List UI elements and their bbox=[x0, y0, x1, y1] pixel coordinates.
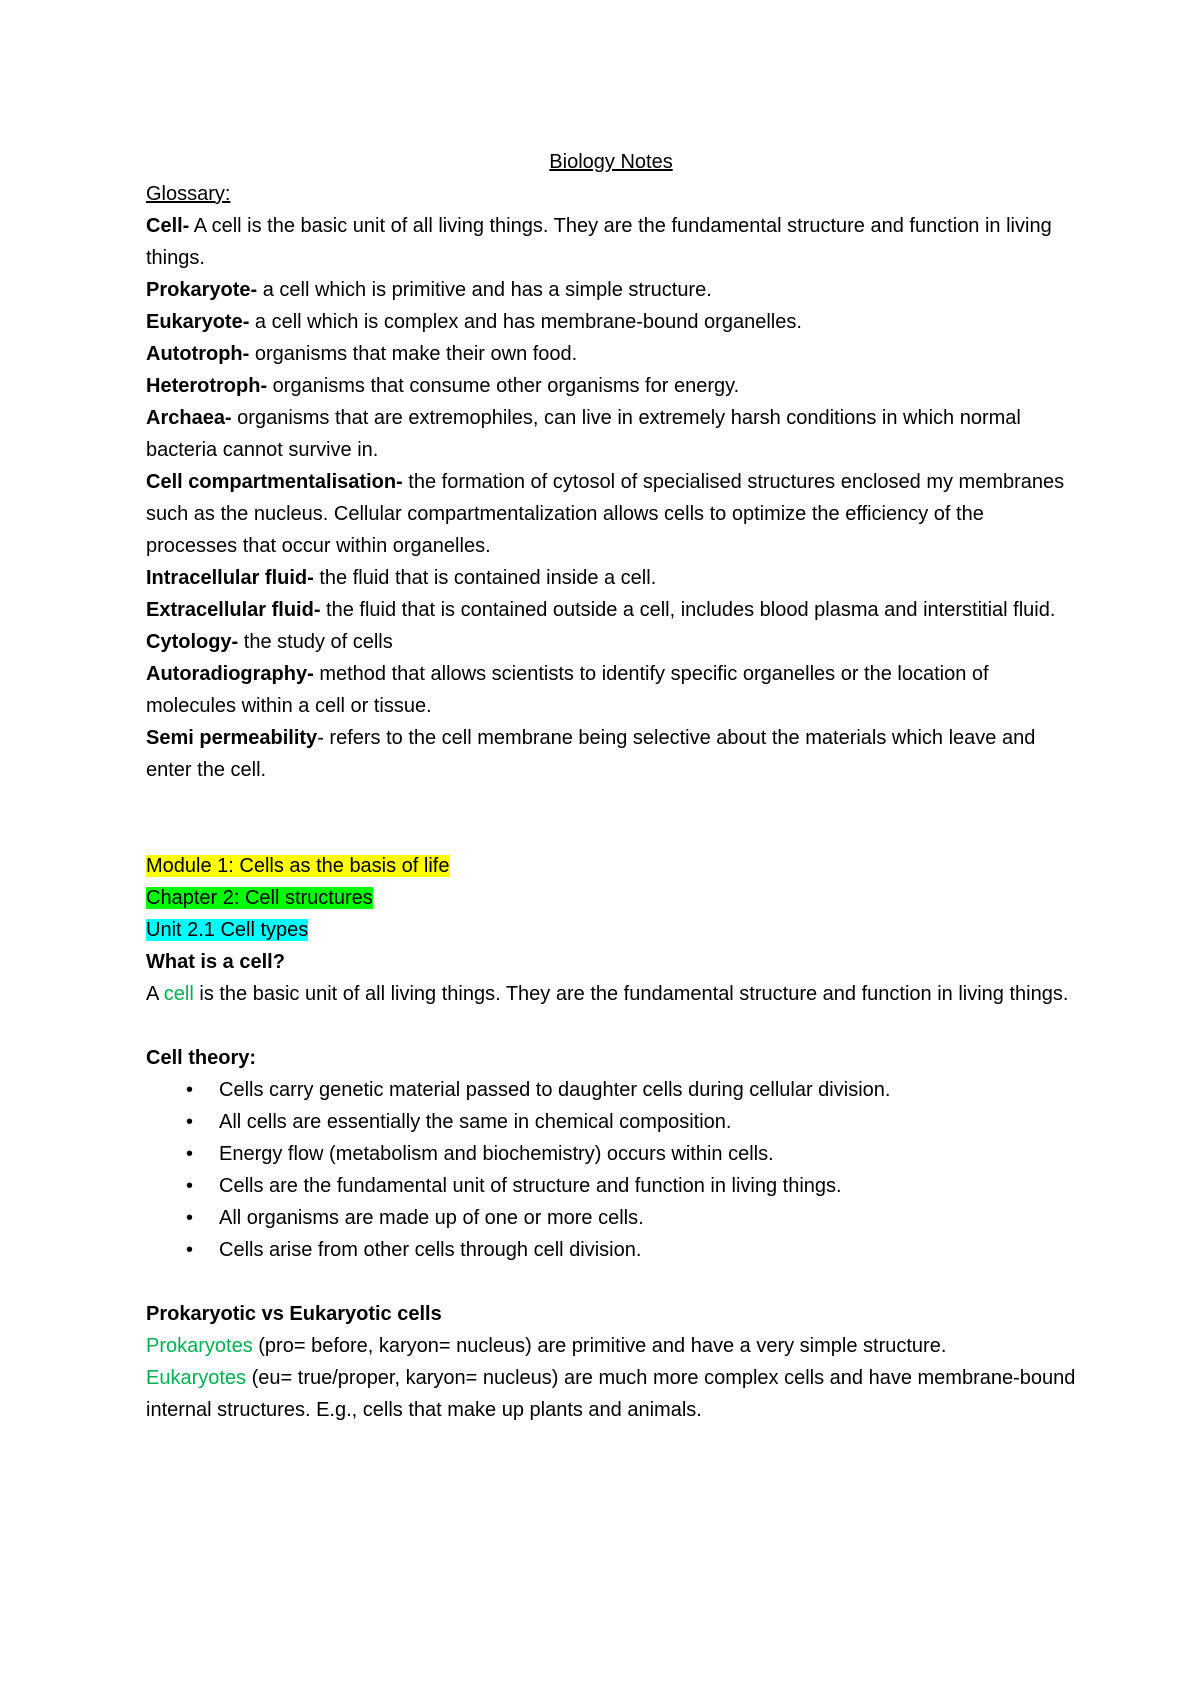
glossary-entry bbox=[146, 626, 1076, 658]
glossary-term: Prokaryote- bbox=[146, 279, 258, 301]
glossary-heading: Glossary: bbox=[146, 183, 231, 205]
eukaryotes-paragraph bbox=[146, 1362, 1076, 1426]
page-title: Biology Notes bbox=[549, 151, 673, 173]
prokaryotes-paragraph bbox=[146, 1330, 1076, 1362]
list-item-text: Energy flow (metabolism and biochemistry) occurs within cells. bbox=[219, 1143, 774, 1165]
glossary-term: Extracellular fluid- bbox=[146, 599, 321, 621]
glossary-term: Eukaryote- bbox=[146, 311, 250, 333]
unit-heading: Unit 2.1 Cell types bbox=[146, 919, 309, 941]
document-page bbox=[146, 146, 1076, 1426]
glossary-entry bbox=[146, 402, 1076, 466]
glossary-definition: a cell which is primitive and has a simple structure. bbox=[257, 279, 712, 301]
glossary-entry bbox=[146, 338, 1076, 370]
keyword-cell: cell bbox=[163, 983, 194, 1005]
list-item bbox=[146, 1202, 1076, 1234]
module-heading: Module 1: Cells as the basis of life bbox=[146, 855, 450, 877]
glossary-definition: the fluid that is contained inside a cell. bbox=[313, 567, 657, 589]
glossary-term: Cytology- bbox=[146, 631, 239, 653]
glossary-term: Intracellular fluid- bbox=[146, 567, 314, 589]
list-item bbox=[146, 1170, 1076, 1202]
list-item bbox=[146, 1138, 1076, 1170]
module-heading-line bbox=[146, 850, 1076, 882]
bullet-icon: • bbox=[186, 1143, 194, 1165]
list-item-text: Cells carry genetic material passed to daughter cells during cellular division. bbox=[219, 1079, 891, 1101]
glossary-definition: the fluid that is contained outside a cell, includes blood plasma and interstitial fluid. bbox=[320, 599, 1056, 621]
glossary-definition: method that allows scientists to identify specific organelles or the location of molecules within a cell or tissue. bbox=[146, 663, 989, 717]
list-item-text: All cells are essentially the same in chemical composition. bbox=[219, 1111, 732, 1133]
glossary-definition: - refers to the cell membrane being selective about the materials which leave and enter the cell. bbox=[146, 727, 1036, 781]
prokaryotes-text: (pro= before, karyon= nucleus) are primitive and have a very simple structure. bbox=[252, 1335, 947, 1357]
unit-heading-line bbox=[146, 914, 1076, 946]
glossary-entry bbox=[146, 210, 1076, 274]
what-is-cell-rest: is the basic unit of all living things. They are the fundamental structure and function in living things. bbox=[193, 983, 1069, 1005]
glossary-term: Cell- bbox=[146, 215, 190, 237]
glossary-entry bbox=[146, 658, 1076, 722]
glossary-term: Cell compartmentalisation- bbox=[146, 471, 403, 493]
glossary-term: Semi permeability bbox=[146, 727, 318, 749]
glossary-definition: the formation of cytosol of specialised structures enclosed my membranes such as the nucleus. Cellular compartmentalization allows cells to optimize the efficiency of the processes that occur within organelles. bbox=[146, 471, 1065, 557]
eukaryotes-text: (eu= true/proper, karyon= nucleus) are much more complex cells and have membrane-bound internal structures. E.g., cells that make up plants and animals. bbox=[146, 1367, 1076, 1421]
chapter-heading: Chapter 2: Cell structures bbox=[146, 887, 373, 909]
what-is-cell-prefix: A bbox=[146, 983, 164, 1005]
glossary-term: Archaea- bbox=[146, 407, 232, 429]
bullet-icon: • bbox=[186, 1111, 194, 1133]
glossary-definition: organisms that are extremophiles, can live in extremely harsh conditions in which normal bacteria cannot survive in. bbox=[146, 407, 1021, 461]
glossary-definition: the study of cells bbox=[238, 631, 393, 653]
glossary-term: Heterotroph- bbox=[146, 375, 268, 397]
glossary-definition: a cell which is complex and has membrane-bound organelles. bbox=[249, 311, 802, 333]
glossary-entry bbox=[146, 466, 1076, 562]
glossary-entry bbox=[146, 370, 1076, 402]
keyword-eukaryotes: Eukaryotes bbox=[146, 1367, 247, 1389]
section-spacer bbox=[146, 786, 1076, 850]
glossary-entry bbox=[146, 306, 1076, 338]
paragraph-spacer bbox=[146, 1010, 1076, 1042]
glossary-term: Autotroph- bbox=[146, 343, 250, 365]
list-item bbox=[146, 1106, 1076, 1138]
keyword-prokaryotes: Prokaryotes bbox=[146, 1335, 253, 1357]
list-item-text: Cells are the fundamental unit of structure and function in living things. bbox=[219, 1175, 842, 1197]
glossary-entry bbox=[146, 562, 1076, 594]
list-item bbox=[146, 1074, 1076, 1106]
glossary-entry bbox=[146, 722, 1076, 786]
bullet-icon: • bbox=[186, 1175, 194, 1197]
cell-theory-heading: Cell theory: bbox=[146, 1047, 257, 1069]
glossary-entry bbox=[146, 594, 1076, 626]
glossary-definition: organisms that consume other organisms for energy. bbox=[267, 375, 740, 397]
list-item bbox=[146, 1234, 1076, 1266]
glossary-definition: A cell is the basic unit of all living things. They are the fundamental structure and function in living things. bbox=[146, 215, 1052, 269]
what-is-cell-paragraph bbox=[146, 978, 1076, 1010]
what-is-cell-heading: What is a cell? bbox=[146, 951, 285, 973]
glossary-term: Autoradiography- bbox=[146, 663, 314, 685]
pro-vs-eu-heading: Prokaryotic vs Eukaryotic cells bbox=[146, 1303, 442, 1325]
bullet-icon: • bbox=[186, 1079, 194, 1101]
glossary-entry bbox=[146, 274, 1076, 306]
bullet-icon: • bbox=[186, 1207, 194, 1229]
glossary-list bbox=[146, 210, 1076, 786]
list-item-text: All organisms are made up of one or more cells. bbox=[219, 1207, 644, 1229]
chapter-heading-line bbox=[146, 882, 1076, 914]
cell-theory-list bbox=[146, 1074, 1076, 1266]
paragraph-spacer bbox=[146, 1266, 1076, 1298]
list-item-text: Cells arise from other cells through cell division. bbox=[219, 1239, 642, 1261]
glossary-definition: organisms that make their own food. bbox=[249, 343, 578, 365]
bullet-icon: • bbox=[186, 1239, 194, 1261]
